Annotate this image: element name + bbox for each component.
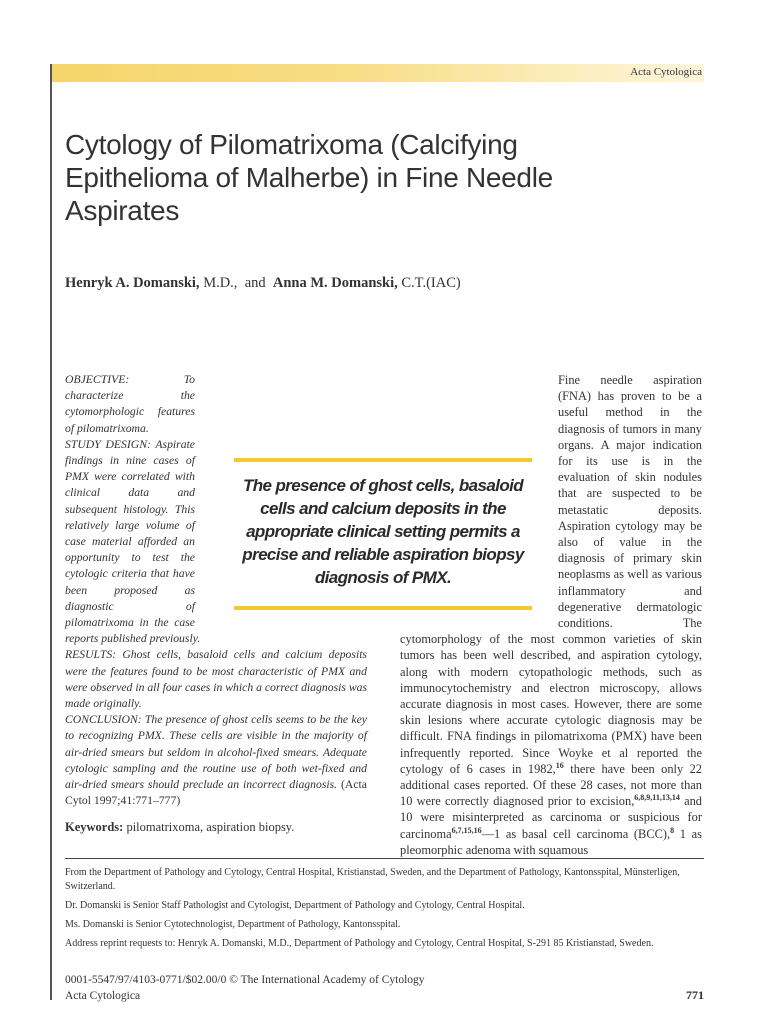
- running-head: Acta Cytologica: [630, 66, 702, 78]
- bottom-info: [65, 972, 425, 1004]
- abstract-study-design: STUDY DESIGN: Aspirate findings in nine cases of PMX were correlated with clinical data and subsequent histology. This relatively large volume of case material afforded an opportunity to test the cytologic criteria that have been proposed as diagnostic of pilomatrixoma in the case reports published previously.: [65, 437, 201, 646]
- footnotes: [65, 866, 704, 956]
- left-margin-rule: [50, 64, 52, 1000]
- article-title: Cytology of Pilomatrixoma (Calcifying Epithelioma of Malherbe) in Fine Needle Aspirates: [65, 129, 553, 226]
- footnote-affiliation: From the Department of Pathology and Cytology, Central Hospital, Kristianstad, Sweden, and the Department of Pathology, Kantonsspital, Münsterligen, Switzerland.: [65, 867, 680, 892]
- body-text-1: Fine needle aspiration (FNA) has proven to be a useful method in the diagnosis of tumors in many organs. A major indication for its use is in the evaluation of skin nodules that are suspected to be metastatic deposits. Aspiration cytology may be also of value in the diagnosis of primary skin neoplasms as well as various inflammatory and degenerative dermatologic conditions. The cytomorphology of the most common varieties of skin tumors has been well described, and aspiration cytology, along with modern cytopathologic methods, such as immunocytochemistry and electron microscopy, allows accurate diagnosis in most cases. However, there are some skin lesions where accurate cytologic diagnosis may be difficult. FNA findings in pilomatrixoma (PMX) have been infrequently reported. Since Woyke et al reported the cytology of 6 cases in 1982,: [400, 373, 702, 776]
- footnote-reprint: Address reprint requests to: Henryk A. Domanski, M.D., Department of Pathology and Cytology, Central Hospital, S-291 85 Kristianstad, Sweden.: [65, 938, 654, 949]
- pull-quote: [234, 458, 532, 610]
- ref-16: 16: [555, 760, 564, 770]
- author-conjunction: and: [244, 275, 266, 291]
- author2-degree: C.T.(IAC): [397, 275, 461, 291]
- abstract-results: RESULTS: Ghost cells, basaloid cells and calcium deposits were the features found to be most characteristic of PMX and were observed in all four cases in which a correct diagnosis was made originally.: [65, 648, 368, 711]
- ref-8: 8: [670, 825, 675, 835]
- footnote-rule: [65, 858, 704, 859]
- body-text-2: there have been only 22 additional cases reported. Of these 28 cases, not more than 10 were correctly diagnosed prior to excision,: [400, 761, 703, 809]
- journal-name-footer: Acta Cytologica: [65, 990, 141, 1002]
- footnote-author2: Ms. Domanski is Senior Cytotechnologist, Department of Pathology, Kantonsspital.: [65, 919, 401, 930]
- keywords-text: pilomatrixoma, aspiration biopsy.: [123, 820, 295, 835]
- ref-group-1: 6,8,9,11,13,14: [634, 793, 680, 803]
- footnote-author1: Dr. Domanski is Senior Staff Pathologist and Cytologist, Department of Pathology and Cytology, Central Hospital.: [65, 900, 525, 911]
- pull-quote-bottom-bar: [234, 606, 532, 610]
- ref-group-2: 6,7,15,16: [451, 825, 482, 835]
- abstract-objective: OBJECTIVE: To characterize the cytomorphologic features of pilomatrixoma.: [65, 373, 195, 435]
- body-text-4: —1 as basal cell carcinoma (BCC),: [481, 826, 671, 841]
- keywords-label: Keywords:: [65, 820, 124, 835]
- abstract-conclusion: CONCLUSION: The presence of ghost cells seems to be the key to recognizing PMX. These cells are visible in the majority of air-dried smears but seldom in alcohol-fixed smears. Adequate cytologic sampling and the routine use of both wet-fixed and air-dried smears should preclude an incorrect diagnosis.: [65, 713, 367, 792]
- abstract-column: [65, 372, 367, 848]
- keywords: [65, 819, 367, 835]
- author2-name: Anna M. Domanski,: [272, 275, 398, 291]
- pull-quote-top-bar: [234, 458, 532, 462]
- body-text-5: 1 as pleomorphic adenoma with squamous: [400, 826, 702, 857]
- body-text-3: and 10 were misinterpreted as carcinoma or suspicious for carcinoma: [400, 794, 702, 841]
- abstract-citation: (Acta Cytol 1997;41:771–777): [65, 778, 367, 808]
- page-number: 771: [686, 988, 704, 1002]
- body-column: [400, 372, 702, 858]
- copyright-line: 0001-5547/97/4103-0771/$02.00/0 © The International Academy of Cytology: [65, 974, 425, 986]
- author-line: [65, 275, 461, 292]
- header-band: [52, 64, 704, 82]
- pull-quote-text: The presence of ghost cells, basaloid cells and calcium deposits in the appropriate clinical setting permits a precise and reliable aspiration biopsy diagnosis of PMX.: [242, 476, 524, 587]
- author1-degree: M.D.,: [199, 275, 238, 291]
- author1-name: Henryk A. Domanski,: [65, 275, 200, 291]
